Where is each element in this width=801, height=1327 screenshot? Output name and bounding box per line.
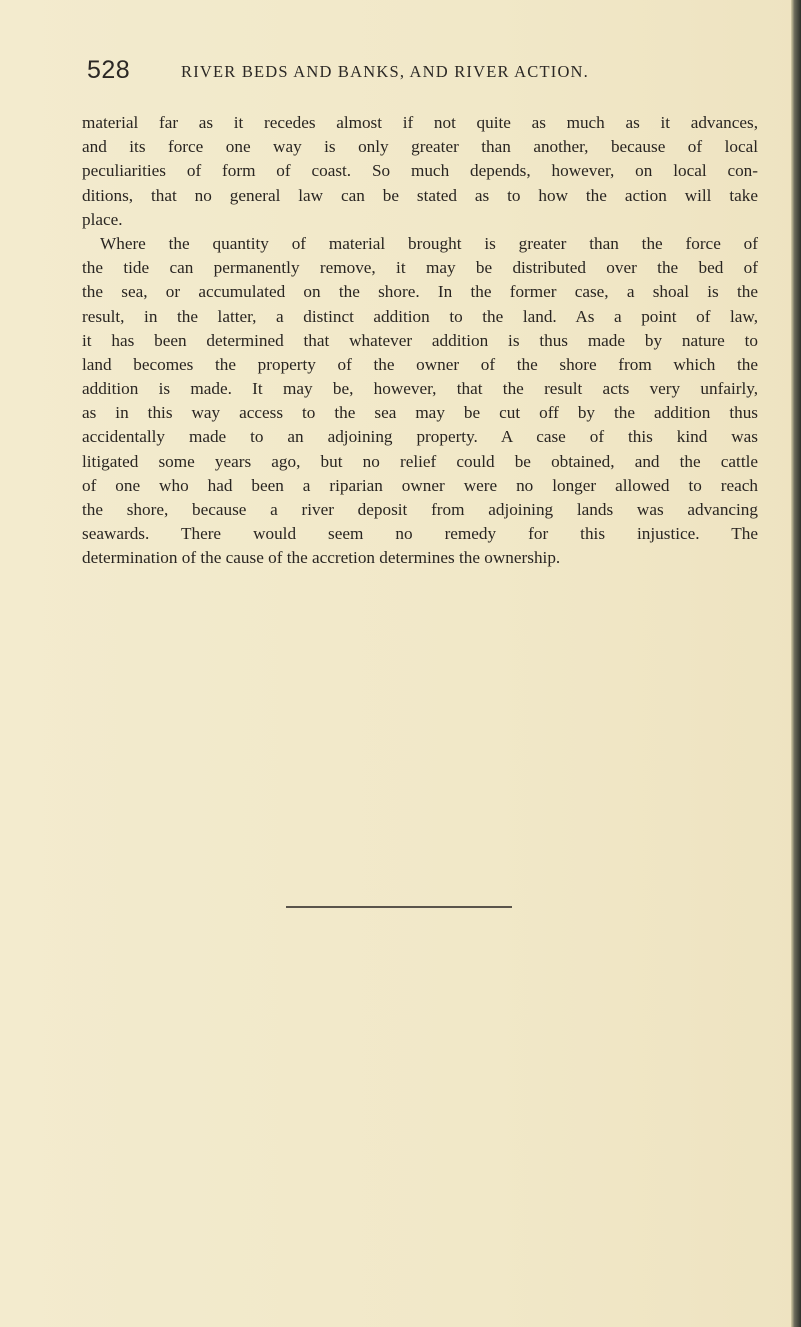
text-line: material far as it recedes almost if not quite as much as it advances,	[82, 113, 758, 132]
text-line: the shore, because a river deposit from adjoining lands was advancing	[82, 500, 758, 519]
text-line: ditions, that no general law can be stated as to how the action will take	[82, 185, 758, 205]
running-head-title: RIVER BEDS AND BANKS, AND RIVER ACTION.	[181, 62, 589, 81]
text-line: as in this way access to the sea may be cut off by the addition thus	[82, 403, 758, 423]
text-line: determination of the cause of the accretion determines the ownership.	[82, 548, 561, 568]
text-line: and its force one way is only greater than another, because of local	[82, 137, 758, 157]
text-line: peculiarities of form of coast. So much depends, however, on local con-	[82, 161, 758, 181]
body-text	[82, 111, 758, 571]
running-head	[87, 56, 747, 86]
page-edge-shadow	[791, 0, 801, 1327]
page-number: 528	[87, 56, 131, 84]
text-line: the tide can permanently remove, it may be distributed over the bed of	[82, 258, 758, 278]
text-line: accidentally made to an adjoining property. A case of this kind was	[82, 427, 758, 447]
text-line: addition is made. It may be, however, that the result acts very unfairly,	[82, 379, 758, 399]
text-line: it has been determined that whatever addition is thus made by nature to	[82, 330, 758, 350]
text-line: result, in the latter, a distinct addition to the land. As a point of law,	[82, 306, 758, 326]
text-line: Where the quantity of material brought is greater than the force of	[100, 233, 758, 253]
text-line: seawards. There would seem no remedy for this injustice. The	[82, 524, 758, 544]
text-line: of one who had been a riparian owner were no longer allowed to reach	[82, 475, 758, 495]
text-line: litigated some years ago, but no relief could be obtained, and the cattle	[82, 451, 758, 471]
section-divider	[286, 906, 512, 908]
text-line: the sea, or accumulated on the shore. In the former case, a shoal is the	[82, 282, 758, 302]
text-line: place.	[82, 209, 123, 229]
text-line: land becomes the property of the owner of the shore from which the	[82, 354, 758, 374]
